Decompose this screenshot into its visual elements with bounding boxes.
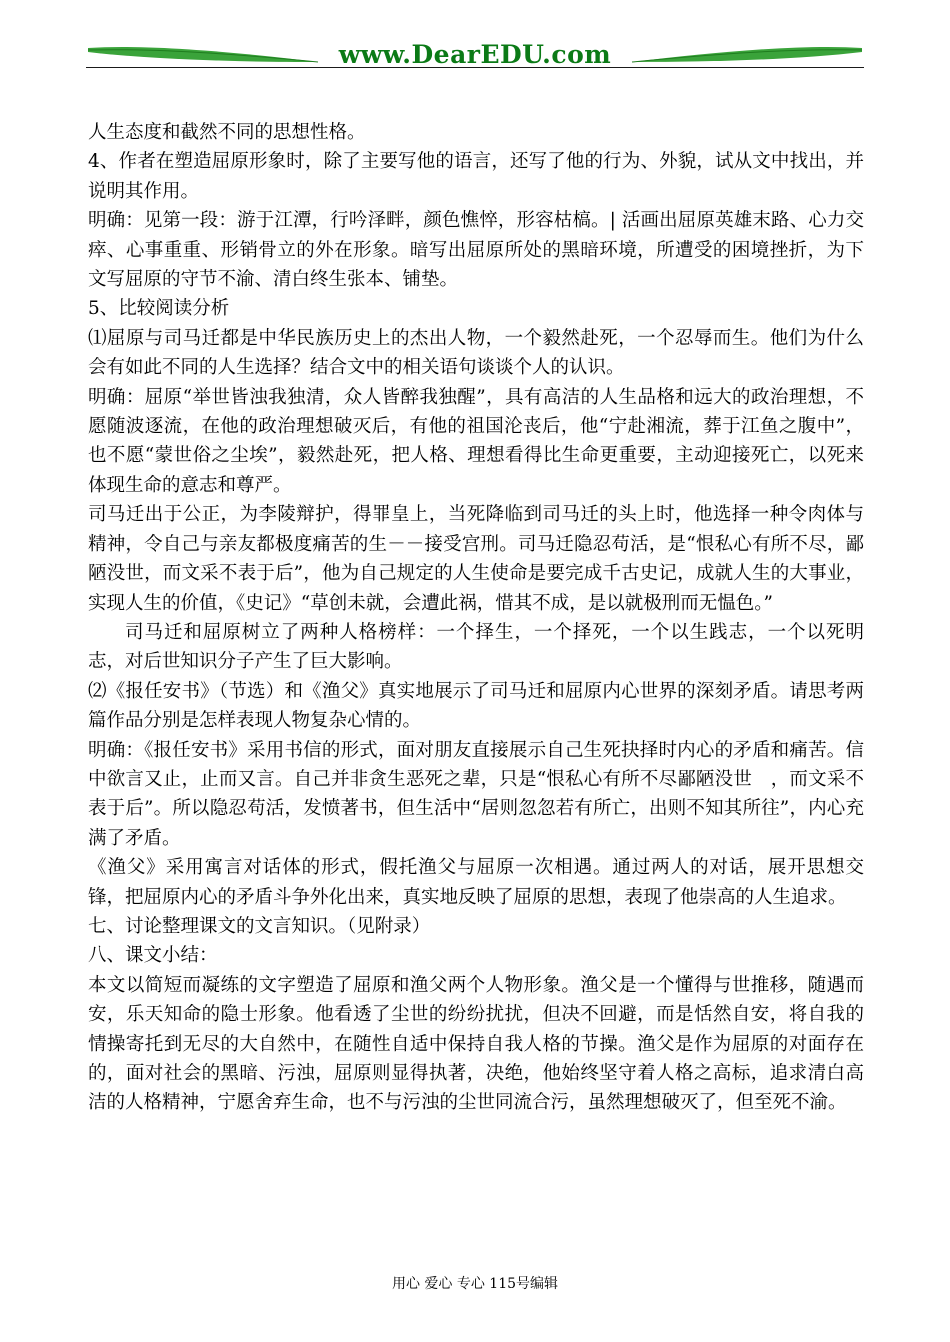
- paragraph: 本文以简短而凝练的文字塑造了屈原和渔父两个人物形象。渔父是一个懂得与世推移，随遇而安，乐天知命的隐士形象。他看透了尘世的纷纷扰扰，但决不回避，而是恬然自安，将自我的情操寄托到无尽的大自然中，在随性自适中保持自我人格的节操。渔父是作为屈原的对面存在的，面对社会的黑暗、污浊，屈原则显得执著，决绝，他始终坚守着人格之高标，追求清白高洁的人格精神，宁愿舍弃生命，也不与污浊的尘世同流合污，虽然理想破灭了，但至死不渝。: [88, 974, 864, 1114]
- paragraph: 明确：见第一段：游于江潭，行吟泽畔，颜色憔悴，形容枯槁。| 活画出屈原英雄末路、心力交瘁、心事重重、形销骨立的外在形象。暗写出屈原所处的黑暗环境，所遭受的困境挫折，为下文写屈原的守节不渝、清白终生张本、铺垫。: [88, 210, 864, 291]
- paragraph: 人生态度和截然不同的思想性格。: [88, 122, 366, 143]
- paragraph: 《渔父》采用寓言对话体的形式，假托渔父与屈原一次相遇。通过两人的对话，展开思想交锋，把屈原内心的矛盾斗争外化出来，真实地反映了屈原的思想，表现了他崇高的人生追求。: [88, 857, 864, 908]
- paragraph: 明确：《报任安书》采用书信的形式，面对朋友直接展示自己生死抉择时内心的矛盾和痛苦。信中欲言又止，止而又言。自己并非贪生恶死之辈，只是“恨私心有所不尽鄙陋没世 ，而文采不表于后”。所以隐忍苟活，发愤著书，但生活中“居则忽忽若有所亡，出则不知其所往”，内心充满了矛盾。: [88, 739, 864, 849]
- section-heading: 七、讨论整理课文的文言知识。（见附录）: [88, 915, 431, 937]
- paragraph: 司马迁出于公正，为李陵辩护，得罪皇上，当死降临到司马迁的头上时，他选择一种令肉体与精神，令自己与亲友都极度痛苦的生－－接受宫刑。司马迁隐忍苟活，是“恨私心有所不尽，鄙陋没世，而文采不表于后”，他为自己规定的人生使命是要完成千古史记，成就人生的大事业，实现人生的价值，《史记》“草创未就，会遭此祸，惜其不成，是以就极刑而无愠色。”: [88, 504, 864, 614]
- paragraph: ⑴屈原与司马迁都是中华民族历史上的杰出人物，一个毅然赴死，一个忍辱而生。他们为什么会有如此不同的人生选择？结合文中的相关语句谈谈个人的认识。: [88, 327, 864, 379]
- header-divider: [86, 67, 864, 68]
- paragraph: 司马迁和屈原树立了两种人格榜样：一个择生，一个择死，一个以生践志，一个以死明志，对后世知识分子产生了巨大影响。: [88, 621, 864, 673]
- section-heading: 5、比较阅读分析: [88, 298, 230, 320]
- section-heading: 八、课文小结：: [88, 945, 218, 967]
- paragraph: 4、作者在塑造屈原形象时，除了主要写他的语言，还写了他的行为、外貌，试从文中找出，并说明其作用。: [88, 151, 864, 202]
- site-logo-text[interactable]: www.DearEDU.com: [338, 40, 612, 69]
- document-body: [88, 118, 864, 1118]
- paragraph: 明确：屈原“举世皆浊我独清，众人皆醉我独醒”，具有高洁的人生品格和远大的政治理想，不愿随波逐流，在他的政治理想破灭后，有他的祖国沦丧后，他“宁赴湘流，葬于江鱼之腹中”，也不愿“蒙世俗之尘埃”，毅然赴死，把人格、理想看得比生命更重要，主动迎接死亡，以死来体现生命的意志和尊严。: [88, 386, 864, 496]
- page-footer: 用心 爱心 专心 115号编辑: [391, 1276, 559, 1292]
- paragraph: ⑵《报任安书》（节选）和《渔父》真实地展示了司马迁和屈原内心世界的深刻矛盾。请思考两篇作品分别是怎样表现人物复杂心情的。: [88, 680, 864, 732]
- site-header: [86, 38, 864, 74]
